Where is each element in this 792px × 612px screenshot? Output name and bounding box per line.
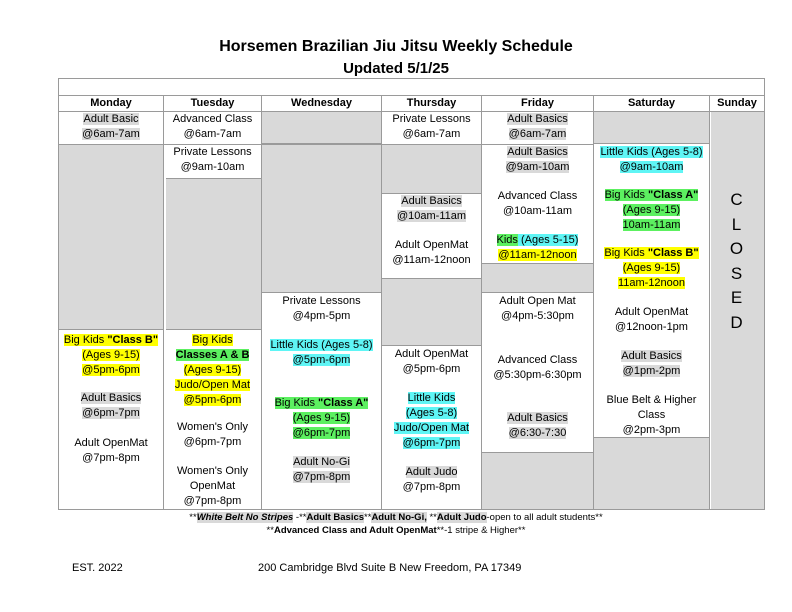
class-name: Adult Basics <box>621 350 682 362</box>
note-text: ** <box>364 512 372 523</box>
saturday-big-kids-b <box>594 246 709 291</box>
footer-note-1 <box>0 512 792 523</box>
closed-letter: O <box>729 239 745 258</box>
class-detail: Class <box>637 409 666 421</box>
friday-kids <box>482 233 593 263</box>
monday-big-kids-b <box>59 333 163 378</box>
class-ages: (Ages 9-15) <box>622 204 681 216</box>
class-name: Adult Open Mat <box>499 295 576 307</box>
address: 200 Cambridge Blvd Suite B New Freedom, PA 17349 <box>258 562 522 574</box>
class-time: @1pm-2pm <box>622 365 681 377</box>
friday-open-mat <box>482 294 593 324</box>
empty-block <box>482 263 593 293</box>
friday-advanced-pm <box>482 353 593 383</box>
class-name: Adult Basics <box>401 195 462 207</box>
thursday-private <box>382 112 481 142</box>
saturday-openmat <box>594 305 709 335</box>
class-time: @7pm-8pm <box>292 471 351 483</box>
footer-note-2 <box>0 525 792 536</box>
class-name: Women's Only <box>177 421 248 433</box>
monday-adult-openmat <box>59 436 163 466</box>
tuesday-womens-openmat <box>164 464 261 509</box>
class-ages: (Ages 9-15) <box>82 349 140 361</box>
note-text: ** <box>189 512 197 523</box>
tuesday-womens <box>164 420 261 450</box>
class-label: Kids <box>496 234 518 246</box>
class-time: @9am-10am <box>505 161 570 173</box>
wednesday-private <box>262 294 381 324</box>
class-name: Adult OpenMat <box>394 239 469 251</box>
row-divider <box>382 144 481 145</box>
empty-block <box>262 111 381 144</box>
wednesday-nogi <box>262 455 381 485</box>
class-name: Blue Belt & Higher <box>606 394 697 406</box>
saturday-blue-belt <box>594 393 709 438</box>
wednesday-big-kids-a <box>262 396 381 441</box>
class-time: @2pm-3pm <box>622 424 681 436</box>
monday-adult-basics <box>59 391 163 421</box>
class-time: 10am-11am <box>622 219 681 231</box>
class-detail: Judo/Open Mat <box>393 422 470 434</box>
class-name: Adult Basics <box>507 412 568 424</box>
class-name <box>604 247 698 259</box>
tuesday-big-kids <box>164 333 261 408</box>
class-time: @7pm-8pm <box>183 495 242 507</box>
class-time: @6am-7am <box>402 128 461 140</box>
header-thursday: Thursday <box>382 95 481 112</box>
column-divider <box>709 95 710 510</box>
closed-letter: S <box>730 263 744 283</box>
thursday-openmat-am <box>382 238 481 268</box>
class-type: "Class B" <box>647 247 699 259</box>
class-name: Adult OpenMat <box>614 306 689 318</box>
empty-block <box>482 452 593 510</box>
class-name: Advanced Class <box>172 113 253 125</box>
class-name: Private Lessons <box>173 146 252 158</box>
note-text: ** <box>426 512 437 523</box>
note-text: -** <box>293 512 307 523</box>
friday-adult-basics-pm <box>482 411 593 441</box>
class-type: "Class B" <box>107 334 159 346</box>
wednesday-little-kids <box>262 338 381 368</box>
class-name: Little Kids (Ages 5-8) <box>600 146 703 158</box>
class-name <box>64 334 158 346</box>
class-time: @7pm-8pm <box>402 481 461 493</box>
class-name: Adult Basics <box>507 146 568 158</box>
thursday-openmat-pm <box>382 347 481 377</box>
class-time: @5pm-6pm <box>183 394 242 406</box>
header-friday: Friday <box>482 95 593 112</box>
class-name: Women's Only <box>177 465 248 477</box>
class-time: @11am-12noon <box>498 249 577 261</box>
closed-letter: L <box>731 214 743 234</box>
empty-block <box>594 111 709 144</box>
tuesday-advanced <box>164 112 261 142</box>
header-wednesday: Wednesday <box>262 95 381 112</box>
class-name: Private Lessons <box>282 295 361 307</box>
class-name: Advanced Class <box>497 190 578 202</box>
class-time: @6pm-7pm <box>82 407 140 419</box>
friday-adult-basics-9am <box>482 145 593 175</box>
note-text: **-1 stripe & Higher** <box>436 525 526 536</box>
tuesday-private <box>164 145 261 175</box>
class-ages: (Ages 5-15) <box>517 234 579 246</box>
header-sunday: Sunday <box>710 95 764 112</box>
class-ages: (Ages 9-15) <box>292 412 351 424</box>
class-name: Advanced Class <box>497 354 578 366</box>
class-type: Classes A & B <box>175 349 250 361</box>
class-time: @5pm-6pm <box>402 363 461 375</box>
class-name: Private Lessons <box>392 113 471 125</box>
class-time: @6:30-7:30 <box>508 427 567 439</box>
class-name: Little Kids (Ages 5-8) <box>270 339 373 351</box>
class-ages: (Ages 9-15) <box>622 262 681 274</box>
thursday-adult-basics <box>382 194 481 224</box>
white-belt-label: White Belt No Stripes <box>196 512 294 523</box>
closed-letter: C <box>730 190 744 209</box>
class-name <box>497 234 579 246</box>
page-subtitle: Updated 5/1/25 <box>343 60 449 77</box>
class-name: Adult Basic <box>83 113 139 125</box>
note-text: ** <box>266 525 274 536</box>
class-time: @9am-10am <box>619 161 684 173</box>
class-time: @10am-11am <box>502 205 573 217</box>
advanced-label: Advanced Class and Adult OpenMat <box>273 525 437 536</box>
header-tuesday: Tuesday <box>164 95 261 112</box>
class-time: @9am-10am <box>180 161 245 173</box>
class-name: Big Kids <box>192 334 233 346</box>
empty-block <box>166 178 261 330</box>
class-time: @6am-7am <box>508 128 567 140</box>
closed-letter: D <box>730 312 744 332</box>
class-time: @6am-7am <box>82 128 140 140</box>
class-label: Big Kids <box>63 334 108 346</box>
saturday-little-kids <box>594 145 709 175</box>
class-time: @4pm-5pm <box>292 310 351 322</box>
friday-adult-basics-am <box>482 112 593 142</box>
saturday-big-kids-a <box>594 188 709 233</box>
class-name: Adult OpenMat <box>394 348 469 360</box>
empty-block <box>382 278 481 346</box>
class-label: Big Kids <box>274 397 319 409</box>
class-name: Adult Judo <box>405 466 458 478</box>
header-monday: Monday <box>59 95 163 112</box>
class-time: @5pm-6pm <box>82 364 140 376</box>
class-name: Little Kids <box>407 392 456 404</box>
class-time: @6am-7am <box>183 128 242 140</box>
class-time: 11am-12noon <box>617 277 686 289</box>
empty-block <box>262 144 381 293</box>
class-time: @4pm-5:30pm <box>501 310 574 322</box>
class-type: "Class A" <box>648 189 699 201</box>
class-ages: (Ages 9-15) <box>183 364 242 376</box>
note-text: -open to all adult students** <box>486 512 603 523</box>
empty-block <box>594 437 709 510</box>
empty-block <box>59 144 163 330</box>
monday-adult-basic <box>59 112 163 142</box>
empty-block <box>382 144 481 194</box>
class-name: Adult No-Gi <box>293 456 350 468</box>
thursday-judo <box>382 465 481 495</box>
class-name <box>275 397 369 409</box>
class-time: @5pm-6pm <box>292 354 351 366</box>
class-name: Adult OpenMat <box>74 437 148 449</box>
class-time: @6pm-7pm <box>292 427 351 439</box>
established-year: EST. 2022 <box>72 562 123 574</box>
saturday-adult-basics <box>594 349 709 379</box>
page-title: Horsemen Brazilian Jiu Jitsu Weekly Schedule <box>219 38 573 55</box>
adult-basics-label: Adult Basics <box>306 512 365 523</box>
class-detail: OpenMat <box>189 480 236 492</box>
header-saturday: Saturday <box>594 95 709 112</box>
class-label: Big Kids <box>604 247 648 259</box>
sunday-closed <box>711 188 763 335</box>
class-time: @7pm-8pm <box>82 452 140 464</box>
class-time: @11am-12noon <box>392 254 471 266</box>
class-label: Big Kids <box>604 189 649 201</box>
class-time: @10am-11am <box>396 210 467 222</box>
friday-advanced <box>482 189 593 219</box>
class-time: @12noon-1pm <box>615 321 688 333</box>
class-name: Adult Basics <box>507 113 568 125</box>
class-time: @6pm-7pm <box>183 436 242 448</box>
class-name: Adult Basics <box>80 392 142 404</box>
class-detail: Judo/Open Mat <box>174 379 251 391</box>
class-time: @6pm-7pm <box>402 437 461 449</box>
adult-judo-label: Adult Judo <box>436 512 487 523</box>
closed-letter: E <box>730 288 744 307</box>
class-time: @5:30pm-6:30pm <box>493 369 582 381</box>
class-ages: (Ages 5-8) <box>405 407 458 419</box>
class-type: "Class A" <box>318 397 369 409</box>
adult-nogi-label: Adult No-Gi, <box>371 512 427 523</box>
class-name <box>605 189 699 201</box>
thursday-little-kids <box>382 391 481 451</box>
